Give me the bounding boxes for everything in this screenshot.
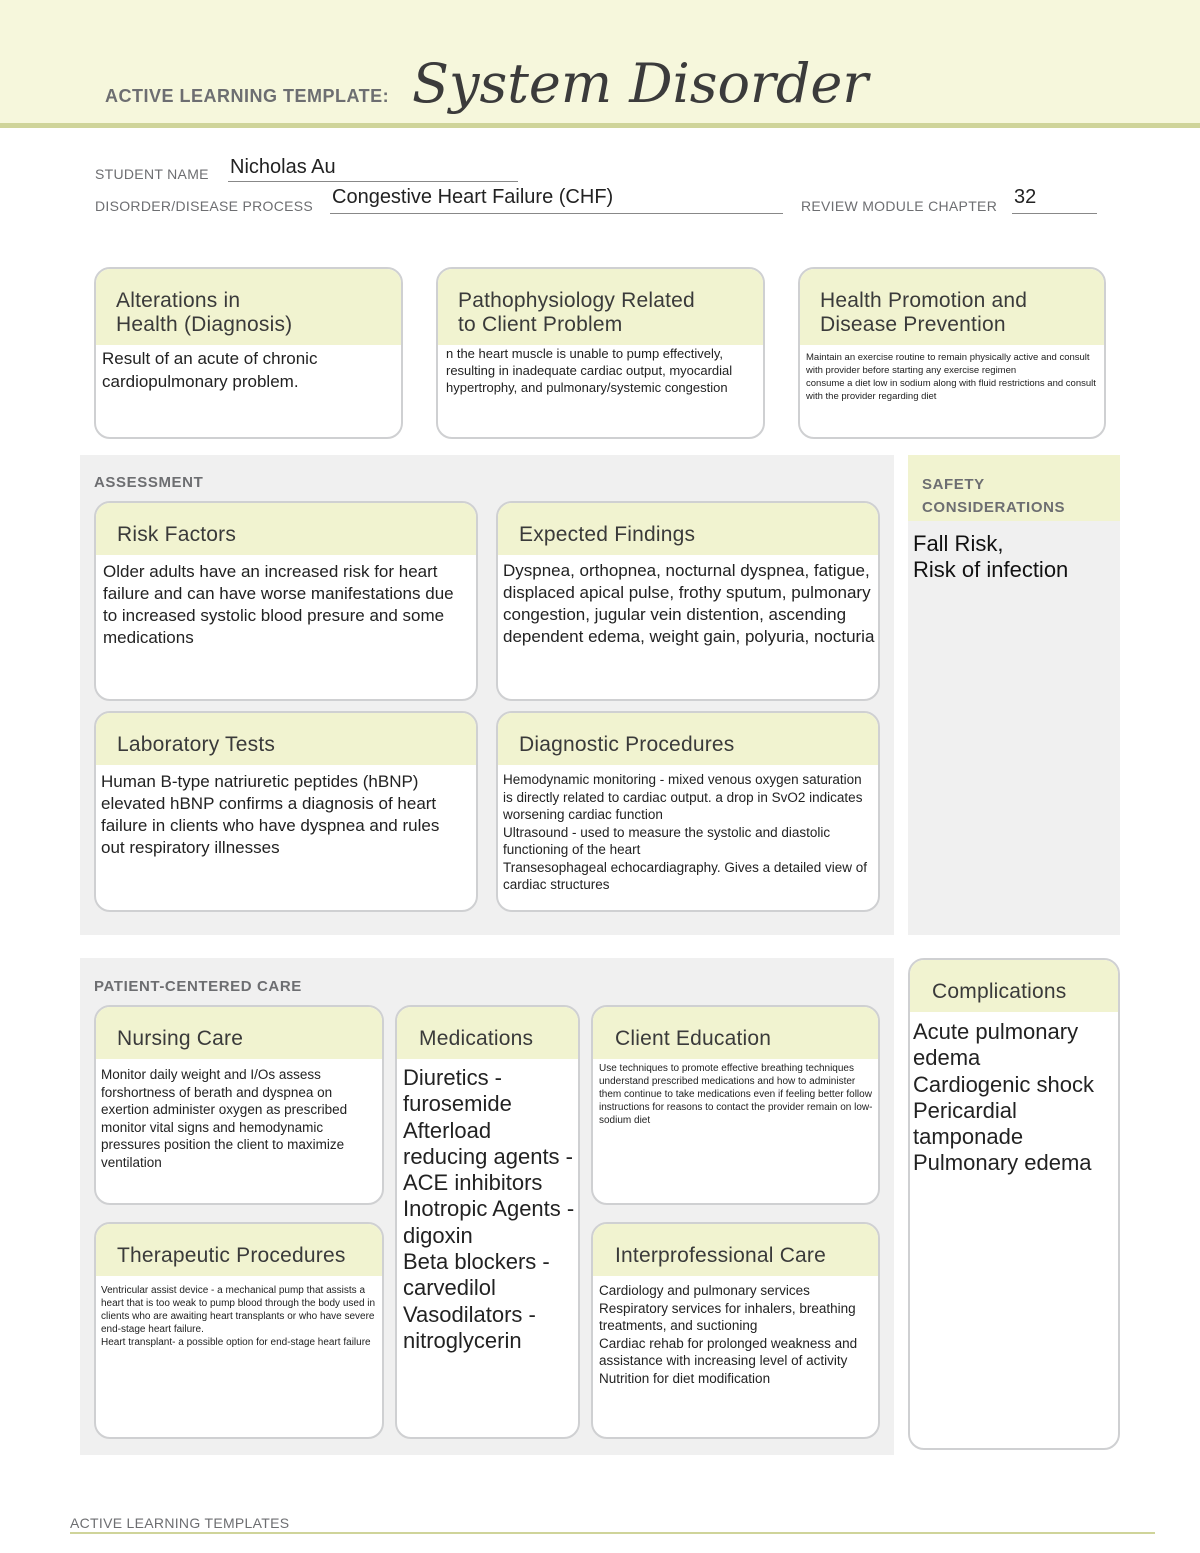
client-education-title: Client Education (615, 1027, 772, 1050)
risk-factors-title: Risk Factors (117, 523, 237, 546)
complications-title: Complications (932, 980, 1067, 1003)
safety-body: Fall Risk, Risk of infection (913, 531, 1069, 582)
therapeutic-procedures-title: Therapeutic Procedures (117, 1244, 346, 1267)
student-name-field[interactable] (228, 158, 518, 182)
complications-card (908, 958, 1120, 1450)
safety-section (908, 455, 1120, 935)
therapeutic-procedures-card (94, 1222, 384, 1439)
footer-text: ACTIVE LEARNING TEMPLATES (70, 1515, 290, 1531)
medications-title: Medications (419, 1027, 534, 1050)
client-education-card-header (593, 1007, 878, 1061)
pathophysiology-body: n the heart muscle is unable to pump effectively, resulting in inadequate cardiac output, myocardial hypertrophy, and pulmonary/systemic congestion (446, 346, 733, 395)
interprofessional-care-title: Interprofessional Care (615, 1244, 827, 1267)
page-title: System Disorder (412, 52, 869, 115)
chapter-value: 32 (1014, 186, 1037, 208)
interprofessional-care-card-header (593, 1224, 878, 1278)
medications-body: Diuretics - furosemide Afterload reducing agents - ACE inhibitors Inotropic Agents - digoxin Beta blockers - carvedilol Vasodilators - nitroglycerin (403, 1065, 575, 1353)
nursing-care-body: Monitor daily weight and I/Os assess forshortness of berath and dyspnea on exertion administer oxygen as prescribed monitor vital signs and hemodynamic pressures position the client to maximize ventilation (101, 1067, 348, 1170)
safety-label: SAFETY CONSIDERATIONS (922, 476, 1066, 516)
disorder-field[interactable] (330, 186, 783, 214)
alterations-card (94, 267, 403, 439)
expected-findings-card (496, 501, 880, 701)
expected-findings-title: Expected Findings (519, 523, 696, 546)
laboratory-tests-title: Laboratory Tests (117, 733, 276, 756)
diagnostic-procedures-card-header (498, 713, 878, 767)
health-promotion-body: Maintain an exercise routine to remain physically active and consult with provider before starting any exercise regimen consume a diet low in sodium along with fluid restrictions and consult with the provider regarding diet (806, 352, 1096, 402)
therapeutic-procedures-card-header (96, 1224, 382, 1278)
risk-factors-body: Older adults have an increased risk for heart failure and can have worse manifestations due to increased systolic blood presure and some medications (103, 562, 454, 647)
pathophysiology-card-header (438, 269, 763, 347)
interprofessional-care-card (591, 1222, 880, 1439)
alterations-card-header (96, 269, 401, 347)
health-promotion-card (798, 267, 1106, 439)
health-promotion-title: Health Promotion and Disease Prevention (820, 289, 1028, 336)
health-promotion-card-header (800, 269, 1104, 347)
interprofessional-care-body: Cardiology and pulmonary services Respiratory services for inhalers, breathing treatments, and suctioning Cardiac rehab for prolonged weakness and assistance with increasing level of activity Nutrition for diet modification (599, 1283, 858, 1386)
student-name-value: Nicholas Au (230, 156, 336, 178)
laboratory-tests-body: Human B-type natriuretic peptides (hBNP) elevated hBNP confirms a diagnosis of heart failure in clients who have dyspnea and rules out respiratory illnesses (101, 772, 440, 857)
pathophysiology-title: Pathophysiology Related to Client Problem (458, 289, 695, 336)
patient-centered-care-label: PATIENT-CENTERED CARE (94, 978, 302, 995)
client-education-body: Use techniques to promote effective breathing techniques understand prescribed medications and how to administer them continue to take medications even if feeling better follow instructions for reasons to contact the provider remain on low-sodium diet (599, 1063, 873, 1126)
chapter-label: REVIEW MODULE CHAPTER (801, 198, 998, 214)
nursing-care-card-header (96, 1007, 382, 1061)
diagnostic-procedures-card (496, 711, 880, 912)
risk-factors-card-header (96, 503, 476, 557)
laboratory-tests-card-header (96, 713, 476, 767)
nursing-care-card (94, 1005, 384, 1205)
footer-rule (70, 1532, 1155, 1534)
diagnostic-procedures-body: Hemodynamic monitoring - mixed venous oxygen saturation is directly related to cardiac output. a drop in SvO2 indicates worsening cardiac function Ultrasound - used to measure the systolic and diastolic functioning of the heart Transesophageal echocardiagraphy. Gives a detailed view of cardiac structures (503, 772, 867, 892)
chapter-field[interactable] (1012, 186, 1097, 214)
nursing-care-title: Nursing Care (117, 1027, 244, 1050)
risk-factors-card (94, 501, 478, 701)
expected-findings-body: Dyspnea, orthopnea, nocturnal dyspnea, fatigue, displaced apical pulse, frothy sputum, pulmonary congestion, jugular vein distention, ascending dependent edema, weight gain, polyuria, nocturia (503, 561, 875, 646)
disorder-value: Congestive Heart Failure (CHF) (332, 186, 614, 208)
medications-card-header (397, 1007, 578, 1061)
alterations-title: Alterations in Health (Diagnosis) (116, 289, 293, 336)
diagnostic-procedures-title: Diagnostic Procedures (519, 733, 735, 756)
assessment-label: ASSESSMENT (94, 474, 204, 491)
template-label: ACTIVE LEARNING TEMPLATE: (105, 86, 390, 106)
complications-card-header (910, 960, 1118, 1014)
disorder-label: DISORDER/DISEASE PROCESS (95, 198, 314, 214)
therapeutic-procedures-body: Ventricular assist device - a mechanical pump that assists a heart that is too weak to pump blood through the body used in clients who are awaiting heart transplants or who have severe end-stage heart failure. Heart transplant- a possible option for end-stage heart failure (101, 1285, 376, 1348)
complications-body: Acute pulmonary edema Cardiogenic shock Pericardial tamponade Pulmonary edema (913, 1019, 1094, 1176)
client-education-card (591, 1005, 880, 1205)
expected-findings-card-header (498, 503, 878, 557)
alterations-body: Result of an acute of chronic cardiopulmonary problem. (102, 349, 318, 391)
laboratory-tests-card (94, 711, 478, 912)
medications-card (395, 1005, 580, 1439)
pathophysiology-card (436, 267, 765, 439)
student-name-label: STUDENT NAME (95, 166, 209, 182)
header-rule (0, 123, 1200, 128)
